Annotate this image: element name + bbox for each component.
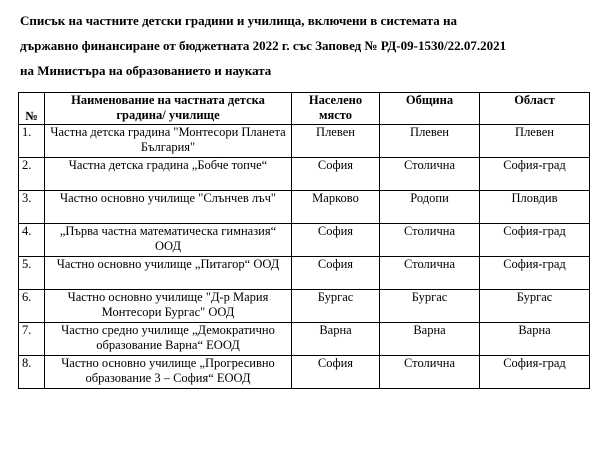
cell-place: София	[292, 257, 380, 290]
cell-place: Плевен	[292, 125, 380, 158]
cell-municipality: Плевен	[380, 125, 480, 158]
table-row	[19, 323, 590, 356]
cell-municipality: Столична	[380, 224, 480, 257]
cell-num: 8.	[19, 356, 45, 389]
cell-place: София	[292, 224, 380, 257]
cell-name: „Първа частна математическа гимназия“ ООД	[45, 224, 292, 257]
cell-name: Частна детска градина "Монтесори Планета България"	[45, 125, 292, 158]
table-row	[19, 191, 590, 224]
cell-region: Плевен	[480, 125, 590, 158]
cell-num: 2.	[19, 158, 45, 191]
cell-name: Частно основно училище "Слънчев лъч"	[45, 191, 292, 224]
cell-place: София	[292, 158, 380, 191]
header-num: №	[19, 93, 45, 125]
cell-name: Частно основно училище „Прогресивно образование 3 – София“ ЕООД	[45, 356, 292, 389]
cell-municipality: Родопи	[380, 191, 480, 224]
schools-table	[18, 92, 590, 389]
table-header-row	[19, 93, 590, 125]
cell-municipality: Бургас	[380, 290, 480, 323]
cell-region: София-град	[480, 356, 590, 389]
table-row	[19, 224, 590, 257]
header-region: Област	[480, 93, 590, 125]
cell-region: Бургас	[480, 290, 590, 323]
cell-region: Пловдив	[480, 191, 590, 224]
cell-region: София-град	[480, 224, 590, 257]
title-line-3: на Министъра на образованието и науката	[20, 63, 272, 78]
cell-num: 7.	[19, 323, 45, 356]
cell-region: София-град	[480, 257, 590, 290]
cell-region: София-град	[480, 158, 590, 191]
header-name: Наименование на частната детска градина/ училище	[45, 93, 292, 125]
cell-name: Частно средно училище „Демократично образование Варна“ ЕООД	[45, 323, 292, 356]
cell-name: Частно основно училище „Питагор“ ООД	[45, 257, 292, 290]
table-row	[19, 125, 590, 158]
cell-place: София	[292, 356, 380, 389]
cell-municipality: Столична	[380, 257, 480, 290]
title-line-1: Списък на частните детски градини и училища, включени в системата на	[20, 13, 457, 28]
header-municipality: Община	[380, 93, 480, 125]
cell-place: Варна	[292, 323, 380, 356]
table-row	[19, 257, 590, 290]
table-row	[19, 290, 590, 323]
table-row	[19, 158, 590, 191]
title-line-2: държавно финансиране от бюджетната 2022 г. със Заповед № РД-09-1530/22.07.2021	[20, 38, 507, 53]
cell-num: 5.	[19, 257, 45, 290]
document-title	[20, 8, 590, 83]
cell-num: 6.	[19, 290, 45, 323]
cell-municipality: Столична	[380, 356, 480, 389]
cell-municipality: Варна	[380, 323, 480, 356]
cell-region: Варна	[480, 323, 590, 356]
header-place: Населено място	[292, 93, 380, 125]
cell-num: 4.	[19, 224, 45, 257]
cell-name: Частна детска градина „Бобче топче“	[45, 158, 292, 191]
cell-name: Частно основно училище "Д-р Мария Монтесори Бургас" ООД	[45, 290, 292, 323]
cell-place: Бургас	[292, 290, 380, 323]
cell-municipality: Столична	[380, 158, 480, 191]
cell-num: 3.	[19, 191, 45, 224]
table-row	[19, 356, 590, 389]
cell-num: 1.	[19, 125, 45, 158]
cell-place: Марково	[292, 191, 380, 224]
